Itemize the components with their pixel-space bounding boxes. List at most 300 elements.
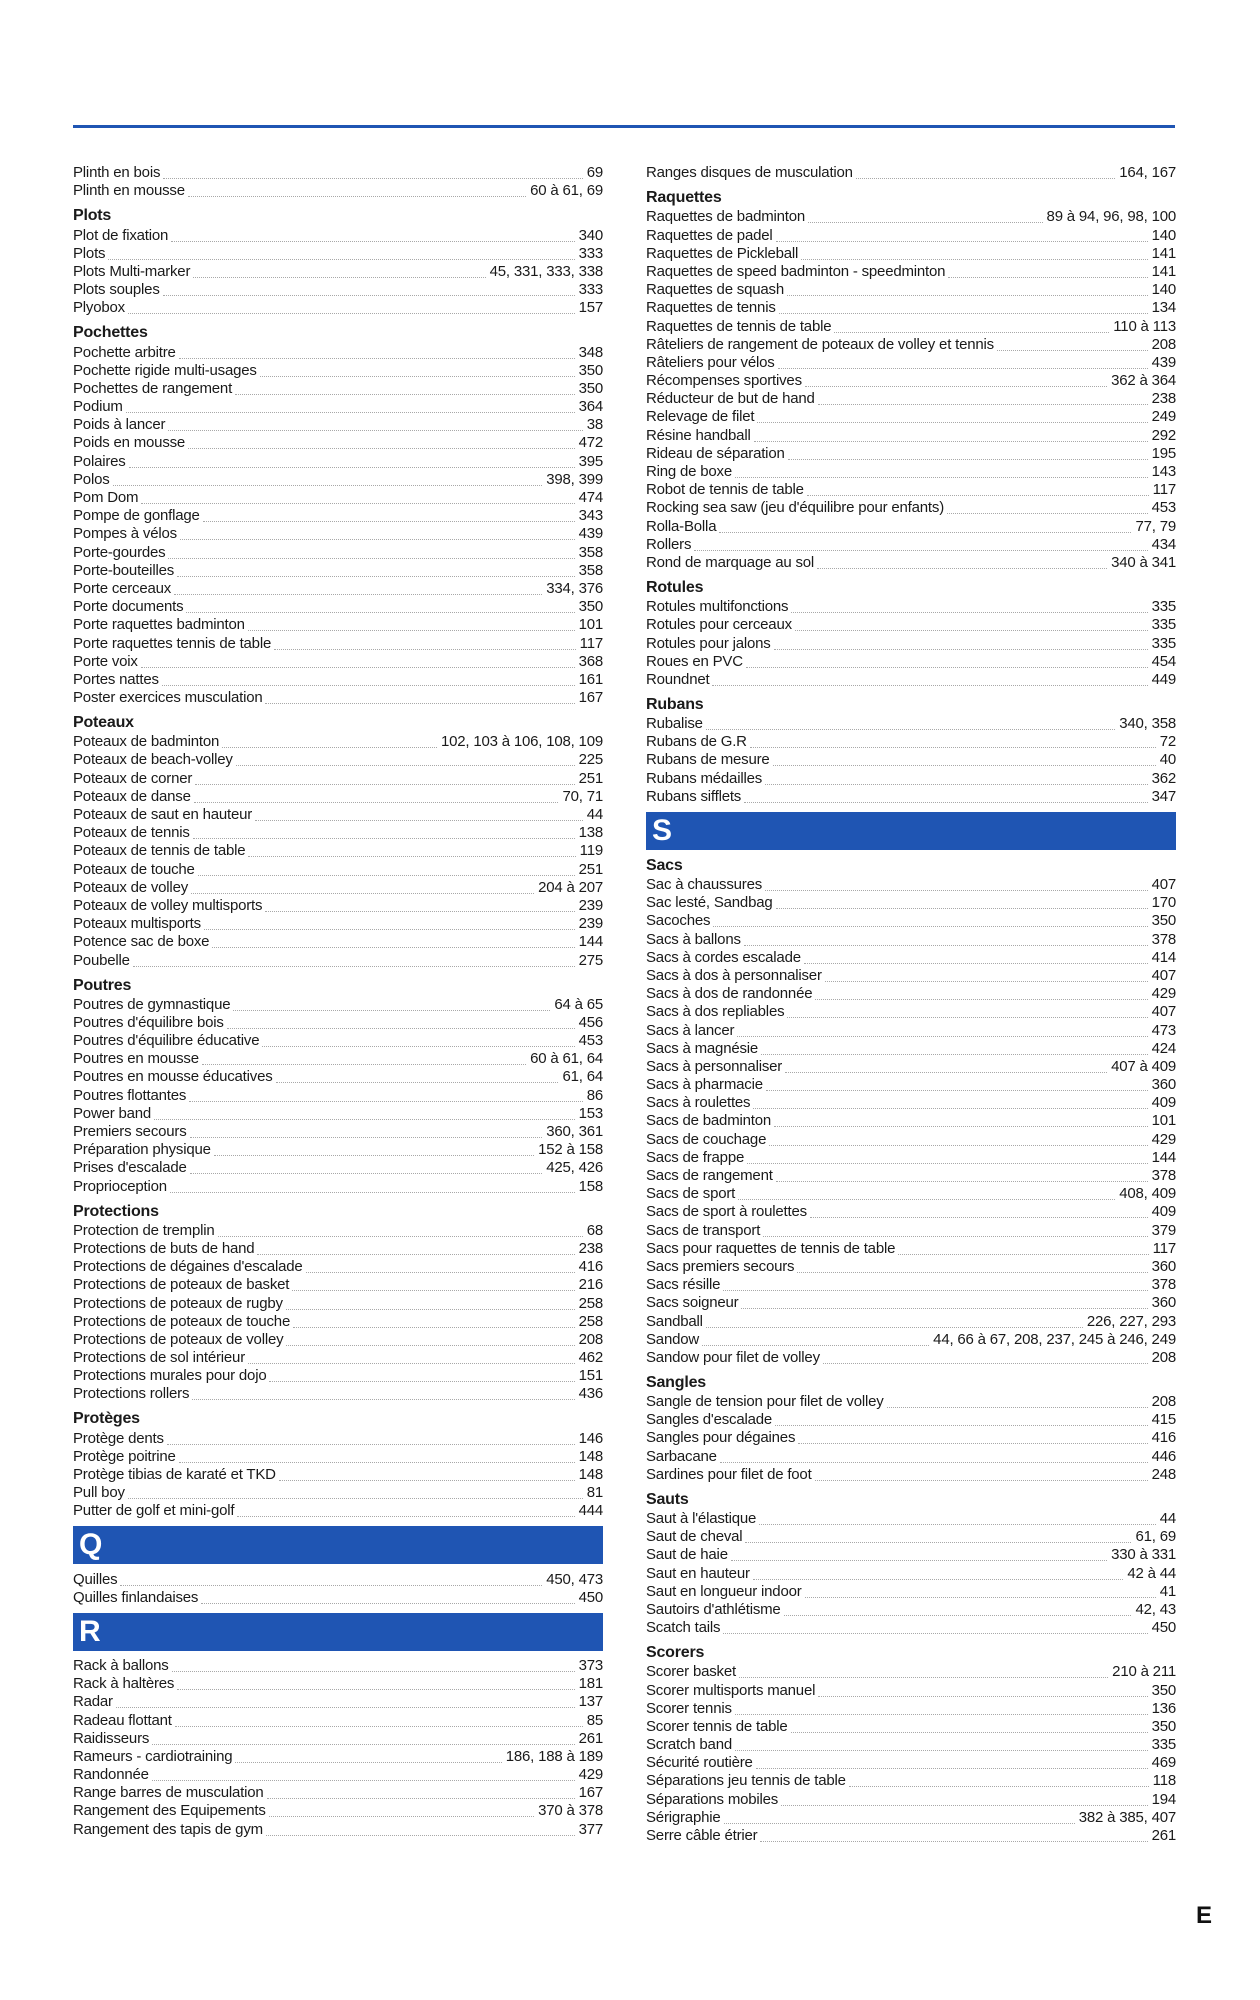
dot-leader (760, 1841, 1147, 1842)
entry-label: Sandow (646, 1330, 700, 1348)
index-entry-raquettes-de-tennis (646, 299, 1176, 317)
index-entry-relevage-de-filet (646, 408, 1176, 426)
dot-leader (817, 568, 1107, 569)
entry-label: Résine handball (646, 426, 751, 444)
dot-leader (744, 802, 1147, 803)
entry-label: Rotules pour jalons (646, 634, 771, 652)
entry-label: Porte cerceaux (73, 579, 172, 597)
index-entry-scorer-tennis-de-table (646, 1718, 1176, 1736)
entry-pages: 117 (579, 634, 603, 652)
entry-label: Raidisseurs (73, 1729, 150, 1747)
dot-leader (274, 649, 576, 650)
entry-pages: 194 (1151, 1790, 1176, 1808)
dot-leader (269, 1381, 574, 1382)
entry-pages: 42, 43 (1135, 1600, 1176, 1618)
entry-pages: 450, 473 (546, 1570, 603, 1588)
index-entry-putter-de-golf-et-mini-golf (73, 1502, 603, 1520)
entry-label: Râteliers de rangement de poteaux de volley et tennis (646, 335, 994, 353)
dot-leader (898, 1254, 1148, 1255)
dot-leader (235, 1762, 501, 1763)
index-entry-protections-de-degaines-d-escalade (73, 1258, 603, 1276)
entry-label: Porte documents (73, 598, 184, 616)
index-entry-poteaux-de-volley-multisports (73, 897, 603, 915)
index-entry-sacs-a-ballons (646, 930, 1176, 948)
dot-leader (798, 1443, 1147, 1444)
index-entry-sacs-de-sport-a-roulettes (646, 1203, 1176, 1221)
entry-label: Rangement des Equipements (73, 1802, 266, 1820)
index-entry-poutres-d-equilibre-bois (73, 1014, 603, 1032)
index-entry-radeau-flottant (73, 1711, 603, 1729)
dot-leader (171, 241, 574, 242)
entry-label: Protège dents (73, 1429, 164, 1447)
index-entry-plinth-en-bois (73, 164, 603, 182)
category-heading-plots: Plots (73, 207, 112, 225)
entry-pages: 453 (1151, 499, 1176, 517)
entry-label: Protections de sol intérieur (73, 1349, 245, 1367)
entry-label: Serre câble étrier (646, 1827, 758, 1844)
entry-label: Sacs à pharmacie (646, 1076, 763, 1094)
entry-label: Poutres d'équilibre bois (73, 1013, 224, 1031)
dot-leader (720, 1462, 1148, 1463)
index-entry-rack-a-ballons (73, 1657, 603, 1675)
entry-label: Quilles (73, 1570, 118, 1588)
dot-leader (262, 1046, 574, 1047)
dot-leader (192, 1399, 574, 1400)
entry-label: Sacs de couchage (646, 1130, 767, 1148)
dot-leader (233, 1010, 550, 1011)
index-entry-serigraphie (646, 1809, 1176, 1827)
dot-leader (189, 1101, 583, 1102)
entry-label: Sacs à dos repliables (646, 1003, 785, 1021)
entry-pages: 61, 69 (1135, 1528, 1176, 1546)
entry-pages: 61, 64 (562, 1068, 603, 1086)
index-entry-range-barres-de-musculation (73, 1784, 603, 1802)
index-entry-porte-cerceaux (73, 580, 603, 598)
dot-leader (180, 539, 575, 540)
index-entry-protections-de-poteaux-de-rugby (73, 1294, 603, 1312)
dot-leader (257, 1254, 574, 1255)
entry-pages: 170 (1151, 894, 1176, 912)
entry-label: Poubelle (73, 951, 130, 969)
entry-pages: 340, 358 (1119, 715, 1176, 733)
entry-pages: 152 à 158 (538, 1141, 603, 1159)
index-entry-protections-murales-pour-dojo (73, 1367, 603, 1385)
index-entry-sacs-a-pharmacie (646, 1076, 1176, 1094)
dot-leader (113, 485, 543, 486)
dot-leader (788, 459, 1148, 460)
dot-leader (818, 1696, 1147, 1697)
dot-leader (791, 1732, 1148, 1733)
index-entry-pompes-a-velos (73, 525, 603, 543)
entry-label: Sautoirs d'athlétisme (646, 1600, 781, 1618)
entry-label: Protections murales pour dojo (73, 1367, 267, 1385)
entry-pages: 358 (578, 561, 603, 579)
entry-pages: 140 (1151, 226, 1176, 244)
entry-pages: 350 (578, 379, 603, 397)
entry-pages: 77, 79 (1135, 517, 1176, 535)
dot-leader (713, 926, 1147, 927)
index-entry-poutres-en-mousse (73, 1050, 603, 1068)
entry-label: Poteaux de tennis (73, 824, 190, 842)
entry-pages: 333 (578, 281, 603, 299)
entry-label: Raquettes de badminton (646, 208, 806, 226)
entry-pages: 462 (578, 1349, 603, 1367)
index-entry-saut-a-l-elastique (646, 1510, 1176, 1528)
index-entry-sacs-resille (646, 1276, 1176, 1294)
index-entry-rotules-multifonctions (646, 598, 1176, 616)
index-entry-poteaux-de-danse (73, 788, 603, 806)
dot-leader (766, 1090, 1148, 1091)
index-entry-poteaux-de-saut-en-hauteur (73, 806, 603, 824)
entry-pages: 407 (1151, 1003, 1176, 1021)
entry-pages: 450 (578, 1588, 603, 1606)
index-entry-rotules-pour-cerceaux (646, 616, 1176, 634)
entry-label: Portes nattes (73, 670, 159, 688)
entry-pages: 378 (1151, 930, 1176, 948)
entry-label: Raquettes de tennis (646, 299, 776, 317)
index-entry-sac-leste-sandbag (646, 894, 1176, 912)
index-entry-rotules-pour-jalons (646, 634, 1176, 652)
index-entry-power-band (73, 1105, 603, 1123)
entry-pages: 347 (1151, 787, 1176, 805)
entry-label: Poteaux multisports (73, 915, 201, 933)
entry-label: Rubans médailles (646, 769, 763, 787)
dot-leader (706, 729, 1115, 730)
entry-label: Range barres de musculation (73, 1784, 264, 1802)
entry-label: Poutres de gymnastique (73, 995, 231, 1013)
entry-pages: 335 (1151, 634, 1176, 652)
index-entry-scratch-band (646, 1736, 1176, 1754)
index-entry-poids-a-lancer (73, 416, 603, 434)
category-heading-poutres: Poutres (73, 976, 132, 994)
index-entry-randonnee (73, 1766, 603, 1784)
entry-pages: 472 (578, 434, 603, 452)
entry-label: Sacs de transport (646, 1221, 761, 1239)
entry-label: Sacs de badminton (646, 1112, 772, 1130)
entry-pages: 60 à 61, 64 (530, 1050, 603, 1068)
entry-label: Pompes à vélos (73, 525, 177, 543)
entry-label: Raquettes de tennis de table (646, 317, 832, 335)
entry-label: Poteaux de beach-volley (73, 751, 233, 769)
entry-label: Rangement des tapis de gym (73, 1820, 263, 1838)
index-entry-raquettes-de-squash (646, 281, 1176, 299)
entry-label: Radar (73, 1693, 113, 1711)
entry-label: Ring de boxe (646, 463, 732, 480)
dot-leader (260, 376, 575, 377)
dot-leader (795, 630, 1148, 631)
index-entry-resine-handball (646, 426, 1176, 444)
index-entry-polaires (73, 452, 603, 470)
index-entry-pull-boy (73, 1484, 603, 1502)
entry-label: Porte raquettes tennis de table (73, 634, 272, 652)
dot-leader (141, 503, 574, 504)
index-entry-rollers (646, 536, 1176, 554)
dot-leader (267, 1798, 575, 1799)
entry-label: Roundnet (646, 670, 710, 688)
index-entry-sac-a-chaussures (646, 876, 1176, 894)
entry-label: Saut en hauteur (646, 1564, 750, 1582)
index-entry-sandow-pour-filet-de-volley (646, 1349, 1176, 1367)
entry-pages: 70, 71 (562, 787, 603, 805)
dot-leader (269, 1816, 534, 1817)
index-entry-raidisseurs (73, 1730, 603, 1748)
index-entry-podium (73, 398, 603, 416)
entry-label: Sacs à roulettes (646, 1094, 751, 1112)
entry-label: Protège tibias de karaté et TKD (73, 1466, 276, 1483)
entry-pages: 335 (1151, 616, 1176, 634)
dot-leader (808, 222, 1042, 223)
entry-label: Poteaux de danse (73, 787, 191, 805)
index-entry-reducteur-de-but-de-hand (646, 390, 1176, 408)
index-entry-sardines-pour-filet-de-foot (646, 1466, 1176, 1484)
index-entry-rideau-de-separation (646, 445, 1176, 463)
entry-pages: 117 (1152, 1239, 1176, 1257)
index-entry-raquettes-de-badminton (646, 208, 1176, 226)
category-heading-raquettes: Raquettes (646, 189, 722, 207)
dot-leader (723, 1290, 1147, 1291)
entry-pages: 348 (578, 343, 603, 361)
index-entry-scorer-tennis (646, 1700, 1176, 1718)
entry-label: Préparation physique (73, 1141, 211, 1159)
dot-leader (805, 386, 1107, 387)
entry-pages: 102, 103 à 106, 108, 109 (440, 733, 603, 751)
index-entry-potence-sac-de-boxe (73, 933, 603, 951)
dot-leader (195, 784, 574, 785)
entry-label: Rack à ballons (73, 1656, 169, 1674)
entry-label: Protections de poteaux de touche (73, 1312, 291, 1330)
entry-label: Pochette arbitre (73, 343, 176, 361)
category-heading-protections: Protections (73, 1202, 159, 1220)
index-entry-sacs-de-transport (646, 1221, 1176, 1239)
category-heading-poteaux: Poteaux (73, 714, 134, 732)
entry-pages: 164, 167 (1119, 164, 1176, 182)
entry-pages: 409 (1151, 1203, 1176, 1221)
index-entry-rangement-des-equipements (73, 1802, 603, 1820)
entry-pages: 446 (1151, 1447, 1176, 1465)
entry-pages: 249 (1151, 408, 1176, 426)
entry-label: Premiers secours (73, 1123, 187, 1140)
index-entry-sangles-pour-degaines (646, 1429, 1176, 1447)
index-entry-plinth-en-mousse (73, 182, 603, 200)
index-entry-quilles (73, 1570, 603, 1588)
dot-leader (174, 594, 542, 595)
entry-pages: 362 à 364 (1111, 372, 1176, 390)
entry-pages: 424 (1151, 1039, 1176, 1057)
entry-pages: 68 (586, 1221, 603, 1239)
dot-leader (265, 911, 574, 912)
entry-pages: 44 (1159, 1510, 1176, 1527)
index-entry-plots-souples (73, 281, 603, 299)
entry-label: Porte-gourdes (73, 543, 166, 561)
entry-pages: 44, 66 à 67, 208, 237, 245 à 246, 249 (933, 1330, 1176, 1348)
dot-leader (193, 838, 575, 839)
index-entry-protege-dents (73, 1429, 603, 1447)
entry-label: Rack à haltères (73, 1675, 175, 1693)
category-heading-sangles: Sangles (646, 1373, 706, 1391)
entry-pages: 429 (1151, 985, 1176, 1003)
dot-leader (179, 1462, 575, 1463)
index-entry-sacs-a-lancer (646, 1021, 1176, 1039)
index-entry-sacs-a-cordes-escalade (646, 949, 1176, 967)
index-entry-sacs-de-couchage (646, 1130, 1176, 1148)
dot-leader (175, 1726, 583, 1727)
letter-banner-q: Q (73, 1526, 603, 1564)
index-entry-portes-nattes (73, 671, 603, 689)
entry-label: Scorer tennis de table (646, 1717, 788, 1735)
dot-leader (778, 368, 1148, 369)
dot-leader (141, 667, 575, 668)
entry-pages: 44 (586, 806, 603, 823)
entry-label: Sacs à cordes escalade (646, 948, 801, 966)
entry-pages: 239 (578, 896, 603, 914)
dot-leader (774, 649, 1148, 650)
index-entry-recompenses-sportives (646, 372, 1176, 390)
entry-label: Séparations mobiles (646, 1790, 779, 1808)
dot-leader (163, 178, 582, 179)
index-entry-rubans-medailles (646, 769, 1176, 787)
entry-label: Rideau de séparation (646, 444, 785, 462)
entry-pages: 350 (1151, 1681, 1176, 1699)
dot-leader (237, 1516, 574, 1517)
entry-pages: 415 (1151, 1411, 1176, 1429)
entry-pages: 379 (1151, 1221, 1176, 1239)
entry-label: Poteaux de badminton (73, 733, 220, 751)
entry-pages: 449 (1151, 670, 1176, 688)
entry-label: Sandow pour filet de volley (646, 1348, 820, 1366)
entry-label: Pompe de gonflage (73, 507, 200, 525)
dot-leader (129, 467, 575, 468)
entry-pages: 208 (1151, 1393, 1176, 1411)
index-entry-protections-de-sol-interieur (73, 1349, 603, 1367)
entry-pages: 453 (578, 1032, 603, 1050)
entry-label: Rocking sea saw (jeu d'équilibre pour enfants) (646, 499, 944, 517)
entry-pages: 407 (1151, 966, 1176, 984)
dot-leader (834, 332, 1109, 333)
dot-leader (948, 277, 1147, 278)
dot-leader (712, 685, 1147, 686)
entry-label: Scorer tennis (646, 1699, 732, 1717)
dot-leader (203, 521, 575, 522)
entry-label: Raquettes de padel (646, 226, 773, 244)
index-entry-roundnet (646, 671, 1176, 689)
entry-pages: 474 (578, 489, 603, 506)
entry-pages: 382 à 385, 407 (1078, 1808, 1176, 1826)
entry-pages: 143 (1151, 463, 1176, 480)
entry-label: Poids à lancer (73, 416, 166, 434)
index-entry-porte-raquettes-badminton (73, 616, 603, 634)
dot-leader (162, 685, 575, 686)
dot-leader (787, 295, 1148, 296)
index-entry-plots-multi-marker (73, 263, 603, 281)
index-entry-rubans-de-g-r (646, 733, 1176, 751)
index-entry-saut-en-hauteur (646, 1564, 1176, 1582)
dot-leader (805, 1597, 1156, 1598)
entry-label: Sacs soigneur (646, 1294, 739, 1312)
dot-leader (731, 1560, 1107, 1561)
entry-pages: 350 (1151, 1717, 1176, 1735)
index-entry-sarbacane (646, 1447, 1176, 1465)
entry-pages: 119 (579, 842, 603, 860)
entry-pages: 261 (578, 1729, 603, 1747)
dot-leader (152, 1744, 574, 1745)
entry-pages: 141 (1151, 244, 1176, 262)
entry-label: Power band (73, 1104, 152, 1122)
entry-pages: 69 (586, 164, 603, 182)
entry-label: Sacs de frappe (646, 1148, 745, 1166)
entry-label: Sacs résille (646, 1276, 721, 1294)
index-entry-poutres-en-mousse-educatives (73, 1068, 603, 1086)
entry-pages: 146 (578, 1429, 603, 1447)
index-entry-sacs-de-rangement (646, 1167, 1176, 1185)
entry-pages: 251 (578, 860, 603, 878)
index-entry-rubalise (646, 715, 1176, 733)
index-entry-premiers-secours (73, 1123, 603, 1141)
index-entry-saut-en-longueur-indoor (646, 1583, 1176, 1601)
entry-label: Poteaux de saut en hauteur (73, 806, 253, 823)
entry-pages: 181 (578, 1675, 603, 1693)
index-entry-securite-routiere (646, 1754, 1176, 1772)
dot-leader (248, 630, 575, 631)
entry-pages: 167 (578, 1784, 603, 1802)
entry-label: Relevage de filet (646, 408, 755, 426)
index-entry-plyobox (73, 299, 603, 317)
dot-leader (188, 196, 526, 197)
entry-pages: 434 (1151, 535, 1176, 553)
dot-leader (214, 1155, 534, 1156)
dot-leader (694, 550, 1147, 551)
entry-label: Poster exercices musculation (73, 689, 263, 707)
entry-label: Sacoches (646, 912, 711, 930)
dot-leader (218, 1236, 583, 1237)
entry-label: Sacs premiers secours (646, 1257, 795, 1275)
index-entry-protege-tibias-de-karate-et-tkd (73, 1466, 603, 1484)
entry-label: Potence sac de boxe (73, 933, 210, 951)
entry-pages: 89 à 94, 96, 98, 100 (1046, 208, 1176, 226)
entry-pages: 334, 376 (546, 579, 603, 597)
dot-leader (735, 1750, 1148, 1751)
entry-pages: 350 (578, 361, 603, 379)
index-entry-scorer-multisports-manuel (646, 1681, 1176, 1699)
entry-pages: 362 (1151, 769, 1176, 787)
dot-leader (757, 422, 1147, 423)
dot-leader (265, 703, 574, 704)
entry-pages: 208 (1151, 1348, 1176, 1366)
entry-pages: 275 (578, 951, 603, 969)
entry-pages: 144 (578, 933, 603, 951)
entry-pages: 138 (578, 824, 603, 842)
index-entry-sacs-a-dos-repliables (646, 1003, 1176, 1021)
index-entry-sacs-pour-raquettes-de-tennis-de-table (646, 1240, 1176, 1258)
index-entry-rangement-des-tapis-de-gym (73, 1820, 603, 1838)
entry-label: Sarbacane (646, 1447, 717, 1465)
entry-pages: 360 (1151, 1257, 1176, 1275)
entry-label: Sangle de tension pour filet de volley (646, 1393, 884, 1411)
category-heading-rubans: Rubans (646, 695, 704, 713)
dot-leader (190, 1137, 543, 1138)
entry-pages: 141 (1151, 262, 1176, 280)
dot-leader (849, 1786, 1149, 1787)
dot-leader (997, 350, 1148, 351)
entry-pages: 358 (578, 543, 603, 561)
index-entry-sacs-soigneur (646, 1294, 1176, 1312)
dot-leader (773, 765, 1156, 766)
dot-leader (179, 358, 575, 359)
dot-leader (248, 856, 575, 857)
entry-label: Sécurité routière (646, 1754, 753, 1772)
dot-leader (775, 1425, 1148, 1426)
entry-label: Scorer multisports manuel (646, 1681, 816, 1699)
dot-leader (781, 1805, 1147, 1806)
